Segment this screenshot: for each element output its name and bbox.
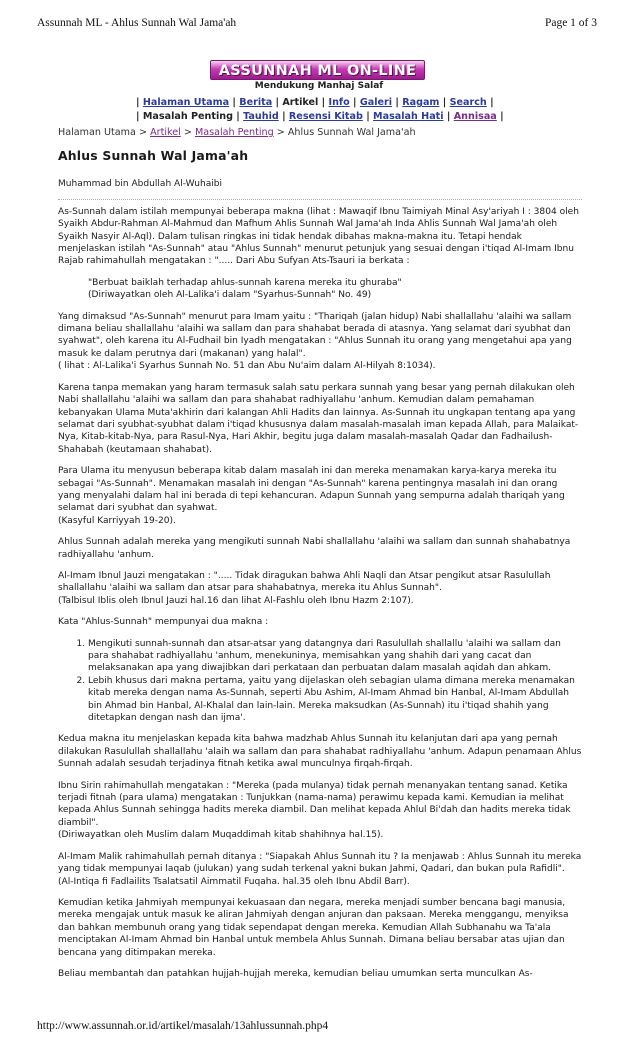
nav-item-artikel: Artikel xyxy=(282,97,319,108)
nav-link-ragam[interactable]: Ragam xyxy=(402,97,440,108)
breadcrumb-home: Halaman Utama xyxy=(58,127,136,138)
paragraph-text: Yang dimaksud "As-Sunnah" menurut para Imam yaitu : "Thariqah (jalan hidup) Nabi shallallahu 'alaihi wa sallam dimana beliau shallallahu 'alaihi wa sallam dan para shahabat berada di atasnya. Yang selamat dari syubhat dan syahwat", oleh karena itu Al-Fudhail bin Iyadh mengatakan : "Ahlus Sunnah itu orang yang mengetahui apa yang masuk ke dalam perutnya dari (makanan) yang halal". xyxy=(58,311,572,359)
breadcrumb-separator: > xyxy=(138,127,147,138)
main-nav xyxy=(136,96,516,124)
nav-link-info[interactable]: Info xyxy=(328,97,350,108)
reference: (Diriwayatkan oleh Muslim dalam Muqaddimah kitab shahihnya hal.15). xyxy=(58,830,384,841)
nav-link-tauhid[interactable]: Tauhid xyxy=(243,111,279,122)
paragraph-text: Ibnu Sirin rahimahullah mengatakan : "Mereka (pada mulanya) tidak pernah menanyakan tentang sanad. Ketika terjadi fitnah (para ulama) mengatakan : Tunjukkan (nama-nama) perawimu kepada kami. Kemudian ia melihat kepada Ahlus Sunnah sehingga hadits mereka diambil. Dan melihat kepada Ahlul Bi'dah dan hadits mereka tidak diambil". xyxy=(58,780,571,828)
paragraph: As-Sunnah dalam istilah mempunyai beberapa makna (lihat : Mawaqif Ibnu Taimiyah Minal Asy'ariyah I : 3804 oleh Syaikh Abdur-Rahman Al-Mahmud dan Mafhum Ahlis Sunnah Wal Jama'ah Inda Ahlis Sunnah Wal Jama'ah oleh Syaikh Nasyir Al-Aql). Dalam tulisan ringkas ini tidak hendak dibahas makna-makna itu. Tetapi hendak menjelaskan istilah "As-Sunnah" atau "Ahlus Sunnah" menurut petunjuk yang sesuai dengan i'tiqad Al-Imam Ibnu Rajab rahimahullah mengatakan : "..... Dari Abu Sufyan Ats-Tsauri ia berkata : xyxy=(58,206,579,267)
list-item: 1. Mengikuti sunnah-sunnah dan atsar-atsar yang datangnya dari Rasulullah shallallu 'alaihi wa sallam dan para shahabat radhiyallahu 'anhum, menekuninya, memisahkan yang shahih dari yang cacat dan melaksanakan apa yang diwajibkan dari perkataan dan perbuatan dalam masalah aqidah dan ahkam. xyxy=(88,638,582,675)
quote-text: "Berbuat baiklah terhadap ahlus-sunnah karena mereka itu ghuraba" xyxy=(88,277,402,288)
paragraph xyxy=(58,851,582,888)
paragraph: Ahlus Sunnah adalah mereka yang mengikuti sunnah Nabi shallallahu 'alaihi wa sallam dan sunnah shahabatnya radhiyallahu 'anhum. xyxy=(58,537,571,560)
nav-row-1: | Halaman Utama | Berita | Artikel | Info | Galeri | Ragam | Search | xyxy=(136,97,494,108)
quote-source: (Diriwayatkan oleh Al-Lalika'i dalam "Syarhus-Sunnah" No. 49) xyxy=(88,290,372,301)
paragraph: Beliau membantah dan patahkan hujjah-hujjah mereka, kemudian beliau umumkan serta munculkan As- xyxy=(58,968,533,979)
paragraph: Kedua makna itu menjelaskan kepada kita bahwa madzhab Ahlus Sunnah itu kelanjutan dari apa yang pernah dilakukan Rasulullah shallallahu 'alaih wa sallam dan para shahabat radhiyallahu 'anhum. Adapun penamaan Ahlus Sunnah adalah sesudah terjadinya fitnah ketika awal munculnya firqah-firqah. xyxy=(58,734,582,770)
article-author: Muhammad bin Abdullah Al-Wuhaibi xyxy=(58,179,223,190)
print-header-title: Assunnah ML - Ahlus Sunnah Wal Jama'ah xyxy=(37,17,237,29)
blockquote xyxy=(88,277,582,302)
nav-link-berita[interactable]: Berita xyxy=(239,97,273,108)
paragraph-text: Al-Imam Malik rahimahullah pernah ditanya : "Siapakah Ahlus Sunnah itu ? Ia menjawab : Ahlus Sunnah itu mereka yang tidak mempunyai laqab (julukan) yang sudah terkenal yakni bukan Jahmi, Qadari, dan bukan pula Rafidli". xyxy=(58,851,582,875)
print-footer-url: http://www.assunnah.or.id/artikel/masalah/13ahlussunnah.php4 xyxy=(37,1020,329,1032)
divider xyxy=(58,199,582,200)
article-title: Ahlus Sunnah Wal Jama'ah xyxy=(58,148,249,163)
nav-link-masalah-hati[interactable]: Masalah Hati xyxy=(373,111,444,122)
site-logo[interactable]: ASSUNNAH ML ON-LINE xyxy=(210,60,425,80)
nav-link-resensi-kitab[interactable]: Resensi Kitab xyxy=(288,111,363,122)
page-indicator: Page 1 of 3 xyxy=(544,17,597,29)
paragraph: Kata "Ahlus-Sunnah" mempunyai dua makna : xyxy=(58,617,269,628)
breadcrumb-link-masalah-penting[interactable]: Masalah Penting xyxy=(194,127,274,138)
breadcrumb-separator: > xyxy=(183,127,192,138)
paragraph xyxy=(58,465,582,527)
paragraph xyxy=(58,780,582,842)
list-item: 2. Lebih khusus dari makna pertama, yaitu yang dijelaskan oleh sebagian ulama dimana mereka menamakan kitab mereka dengan nama As-Sunnah, seperti Abu Ashim, Al-Imam Ahmad bin Hanbal, Al-Imam Abdullah bin Ahmad bin Hanbal, Al-Khalal dan lain-lain. Mereka maksudkan (As-Sunnah) itu i'tiqad shahih yang ditetapkan dengan nash dan ijma'. xyxy=(88,675,582,725)
paragraph: Kemudian ketika Jahmiyah mempunyai kekuasaan dan negara, mereka menjadi sumber bencana bagi manusia, mereka mengajak untuk masuk ke aliran Jahmiyah dengan anjuran dan paksaan. Mereka menggangu, menyiksa dan bahkan membunuh orang yang tidak sependapat dengan mereka. Kemudian Allah Subhanahu wa Ta'ala menciptakan Al-Imam Ahmad bin Hanbal untuk membela Ahlus Sunnah. Dimana beliau bersabar atas ujian dan bencana yang ditimpakan mereka. xyxy=(58,897,569,958)
paragraph xyxy=(58,311,582,373)
nav-link-galeri[interactable]: Galeri xyxy=(359,97,393,108)
nav-link-search[interactable]: Search xyxy=(449,97,487,108)
reference: (Talbisul Iblis oleh Ibnul Jauzi hal.16 dan lihat Al-Fashlu oleh Ibnu Hazm 2:107). xyxy=(58,595,414,606)
nav-row-2: | Masalah Penting | Tauhid | Resensi Kitab | Masalah Hati | Annisaa | xyxy=(136,111,504,122)
numbered-list xyxy=(58,638,582,725)
article xyxy=(58,150,582,989)
reference: (Al-Intiqa fi Fadlailits Tsalatsatil Aimmatil Fuqaha. hal.35 oleh Ibnu Abdil Barr). xyxy=(58,876,410,887)
site-tagline: Mendukung Manhaj Salaf xyxy=(254,81,384,91)
paragraph-text: Para Ulama itu menyusun beberapa kitab dalam masalah ini dan mereka menamakan karya-karya mereka itu sebagai "As-Sunnah". Menamakan masalah ini dengan "As-Sunnah" karena pentingnya masalah ini dan orang yang menyalahi dalam hal ini berada di tepi kehancuran. Adapun Sunnah yang sempurna adalah thariqah yang selamat dari syubhat dan syahwat. xyxy=(58,466,565,514)
reference: ( lihat : Al-Lalika'i Syarhus Sunnah No. 51 dan Abu Nu'aim dalam Al-Hilyah 8:1034). xyxy=(58,361,436,372)
reference: (Kasyful Karriyyah 19-20). xyxy=(58,515,176,526)
breadcrumb-separator: > xyxy=(276,127,285,138)
paragraph: Karena tanpa memakan yang haram termasuk salah satu perkara sunnah yang besar yang pernah dilakukan oleh Nabi shallallahu 'alaihi wa sallam dan para shahabat radhiyallahu 'anhum. Kemudian dalam pemahaman kebanyakan Ulama Muta'akhirin dari kalangan Ahli Hadits dan lainnya. As-Sunnah itu ungkapan tentang apa yang selamat dari syubhat-syubhat dalam i'tiqad khususnya dalam masalah-masalah iman kepada Allah, para Malaikat-Nya, Kitab-kitab-Nya, para Rasul-Nya, Hari Akhir, begitu juga dalam masalah-masalah Qadar dan Fadhailush-Shahabah (keutamaan shahabat). xyxy=(58,382,579,455)
nav-link-annisaa[interactable]: Annisaa xyxy=(453,111,497,122)
print-header xyxy=(37,17,597,31)
paragraph-text: Al-Imam Ibnul Jauzi mengatakan : "..... Tidak diragukan bahwa Ahli Naqli dan Atsar pengikut atsar Rasulullah shallallahu 'alaihi wa sallam dan atsar para shahabatnya, mereka itu Ahlus Sunnah". xyxy=(58,570,551,594)
nav-link-halaman-utama[interactable]: Halaman Utama xyxy=(142,97,230,108)
breadcrumb-current: Ahlus Sunnah Wal Jama'ah xyxy=(287,127,416,138)
paragraph xyxy=(58,570,582,607)
breadcrumb-link-artikel[interactable]: Artikel xyxy=(150,127,181,138)
breadcrumb xyxy=(58,127,416,138)
nav-item-masalah-penting: Masalah Penting xyxy=(142,111,233,122)
